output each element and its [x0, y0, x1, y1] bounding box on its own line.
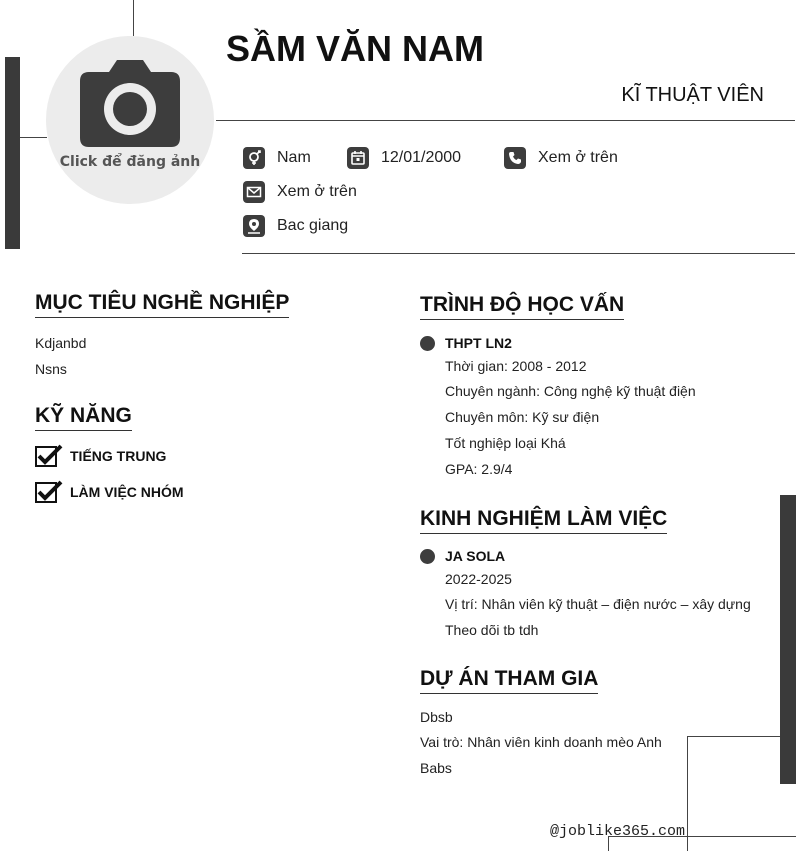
gender-value: Nam — [277, 149, 311, 166]
education-line-2: Chuyên ngành: Công nghệ kỹ thuật điện — [445, 383, 696, 399]
phone-value: Xem ở trên — [538, 149, 618, 166]
objective-line-1: Kdjanbd — [35, 335, 87, 351]
experience-line-1: 2022-2025 — [445, 571, 512, 587]
company-name: JA SOLA — [445, 548, 506, 564]
calendar-icon — [347, 147, 369, 169]
projects-heading: DỰ ÁN THAM GIA — [420, 667, 598, 694]
right-accent-bar — [780, 495, 796, 784]
location-icon — [243, 215, 265, 237]
education-line-5: GPA: 2.9/4 — [445, 461, 513, 477]
skills-heading: KỸ NĂNG — [35, 404, 132, 431]
phone-info — [504, 147, 618, 169]
email-value: Xem ở trên — [277, 183, 357, 200]
email-info — [243, 181, 357, 203]
education-heading: TRÌNH ĐỘ HỌC VẤN — [420, 293, 624, 320]
checkbox-icon — [35, 444, 63, 468]
avatar-upload[interactable] — [46, 36, 214, 204]
education-line-4: Tốt nghiệp loại Khá — [445, 435, 566, 451]
footer-watermark: @joblike365.com — [550, 823, 686, 840]
objective-line-2: Nsns — [35, 361, 67, 377]
experience-heading: KINH NGHIỆM LÀM VIỆC — [420, 507, 667, 534]
school-name: THPT LN2 — [445, 335, 512, 351]
camera-icon — [79, 58, 181, 148]
photo-caption: Click để đăng ảnh — [59, 154, 201, 170]
bullet-dot — [420, 549, 435, 564]
corner-frame-top — [688, 736, 780, 737]
project-line-2: Vai trò: Nhân viên kinh doanh mèo Anh — [420, 734, 662, 750]
corner-frame-left — [687, 736, 688, 851]
contact-divider — [242, 253, 795, 254]
project-line-3: Babs — [420, 760, 452, 776]
bullet-dot — [420, 336, 435, 351]
left-horizontal-line — [20, 137, 47, 138]
education-line-1: Thời gian: 2008 - 2012 — [445, 358, 587, 374]
objective-heading: MỤC TIÊU NGHỀ NGHIỆP — [35, 291, 289, 318]
skill-item-1: TIẾNG TRUNG — [70, 448, 167, 464]
address-info — [243, 215, 348, 237]
gender-info — [243, 147, 311, 169]
candidate-name: SẦM VĂN NAM — [226, 28, 484, 69]
gender-icon — [243, 147, 265, 169]
experience-line-2: Vị trí: Nhân viên kỹ thuật – điện nước – xây dựng — [445, 596, 751, 612]
top-vertical-line — [133, 0, 134, 36]
project-line-1: Dbsb — [420, 709, 453, 725]
checkbox-icon — [35, 480, 63, 504]
left-accent-bar — [5, 57, 20, 249]
skill-item-2: LÀM VIỆC NHÓM — [70, 484, 184, 500]
experience-line-3: Theo dõi tb tdh — [445, 622, 539, 638]
header-divider — [216, 120, 795, 121]
job-title: KĨ THUẬT VIÊN — [621, 84, 764, 106]
dob-info — [347, 147, 461, 169]
education-line-3: Chuyên môn: Kỹ sư điện — [445, 409, 600, 425]
phone-icon — [504, 147, 526, 169]
dob-value: 12/01/2000 — [381, 149, 462, 166]
email-icon — [243, 181, 265, 203]
address-value: Bac giang — [277, 217, 349, 234]
